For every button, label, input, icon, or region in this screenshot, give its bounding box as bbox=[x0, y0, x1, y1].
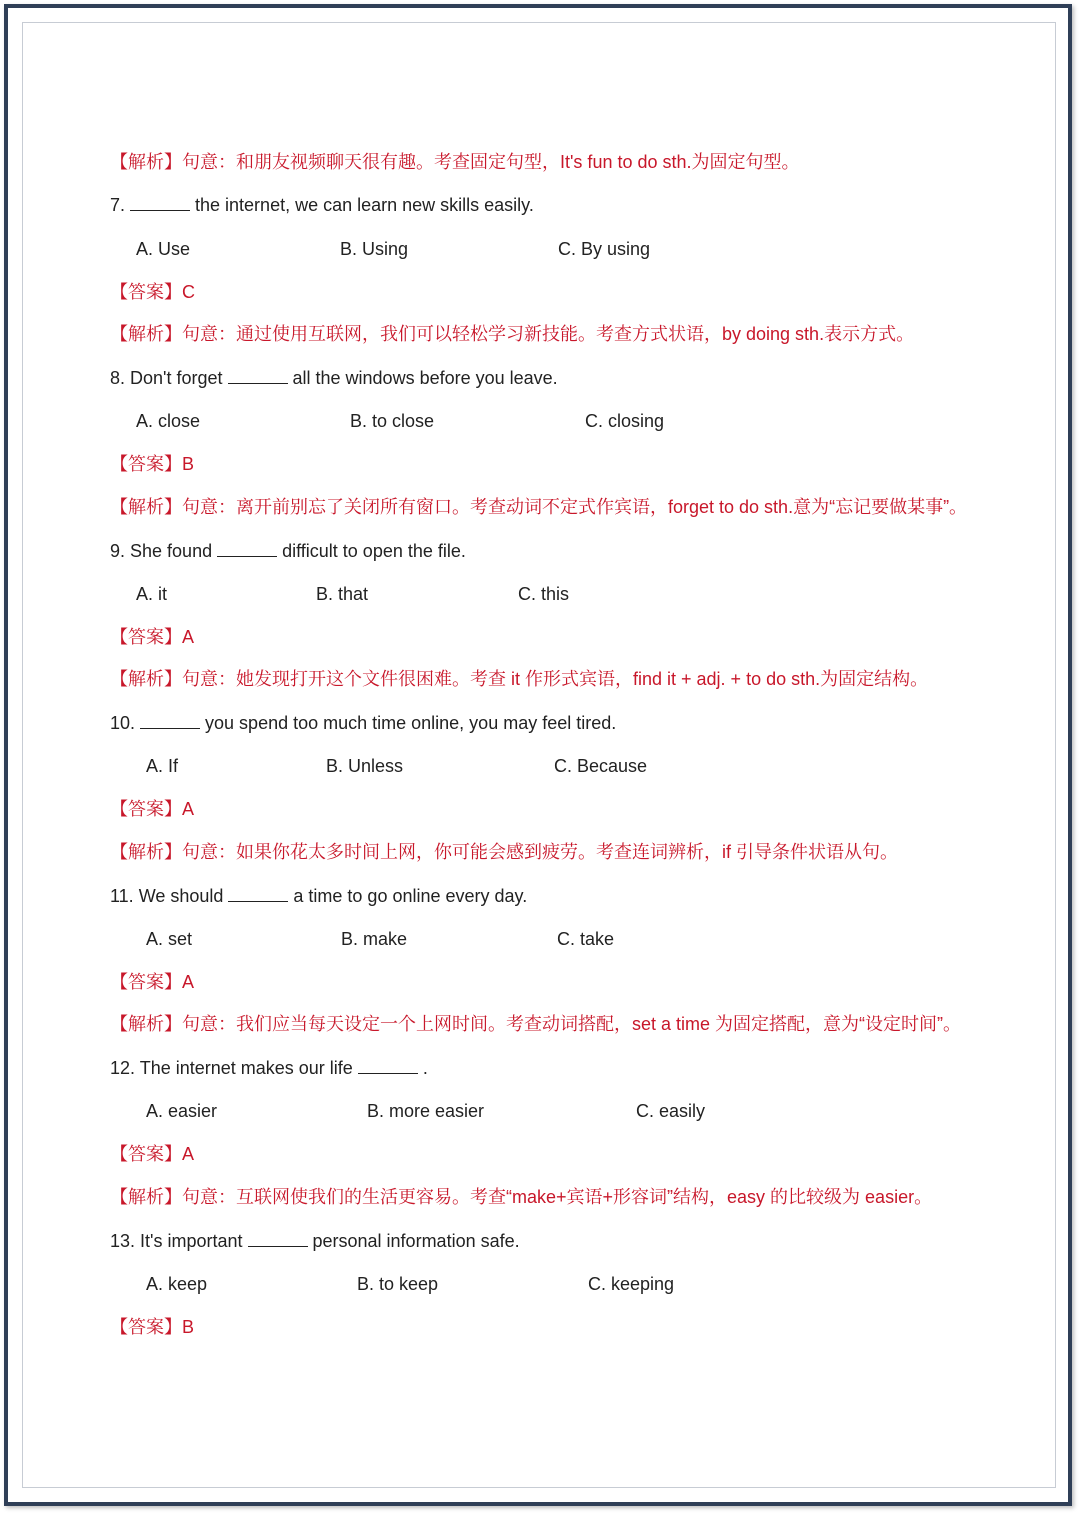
q10-option-a: A. If bbox=[146, 756, 179, 776]
question-9-prefix: 9. She found bbox=[110, 541, 213, 561]
analysis-q9: 【解析】句意：她发现打开这个文件很困难。考查 it 作形式宾语，find it + adj. + to do sth.为固定结构。 bbox=[110, 669, 929, 689]
question-8 bbox=[110, 366, 558, 390]
q10-option-c: C. Because bbox=[554, 756, 648, 776]
q7-option-c: C. By using bbox=[558, 239, 651, 259]
q7-option-a: A. Use bbox=[136, 239, 191, 259]
question-13-text: personal information safe. bbox=[312, 1231, 520, 1251]
answer-q13: 【答案】B bbox=[110, 1317, 195, 1337]
analysis-q11: 【解析】句意：我们应当每天设定一个上网时间。考查动词搭配，set a time 为固定搭配，意为“设定时间”。 bbox=[110, 1014, 962, 1034]
q10-option-b: B. Unless bbox=[326, 756, 404, 776]
question-9-text: difficult to open the file. bbox=[282, 541, 466, 561]
question-8-prefix: 8. Don't forget bbox=[110, 368, 223, 388]
analysis-q6: 【解析】句意：和朋友视频聊天很有趣。考查固定句型，It's fun to do sth.为固定句型。 bbox=[110, 152, 800, 172]
q7-option-b: B. Using bbox=[340, 239, 409, 259]
q11-option-b: B. make bbox=[341, 929, 408, 949]
question-7 bbox=[110, 193, 534, 217]
question-8-text: all the windows before you leave. bbox=[292, 368, 558, 388]
q11-option-c: C. take bbox=[557, 929, 615, 949]
q13-option-a: A. keep bbox=[146, 1274, 208, 1294]
answer-q7: 【答案】C bbox=[110, 282, 195, 302]
question-11-prefix: 11. We should bbox=[110, 886, 224, 906]
question-9 bbox=[110, 539, 466, 563]
question-9-blank bbox=[217, 540, 277, 557]
q12-option-a: A. easier bbox=[146, 1101, 218, 1121]
q13-option-b: B. to keep bbox=[357, 1274, 439, 1294]
question-12-blank bbox=[358, 1057, 418, 1074]
q9-option-a: A. it bbox=[136, 584, 168, 604]
question-13 bbox=[110, 1229, 520, 1253]
question-10 bbox=[110, 711, 616, 735]
q12-option-b: B. more easier bbox=[367, 1101, 485, 1121]
question-10-prefix: 10. bbox=[110, 713, 136, 733]
q8-option-a: A. close bbox=[136, 411, 201, 431]
question-7-prefix: 7. bbox=[110, 195, 126, 215]
q9-option-b: B. that bbox=[316, 584, 369, 604]
question-8-blank bbox=[228, 367, 288, 384]
analysis-q7: 【解析】句意：通过使用互联网，我们可以轻松学习新技能。考查方式状语，by doing sth.表示方式。 bbox=[110, 324, 915, 344]
q8-option-b: B. to close bbox=[350, 411, 435, 431]
question-12-prefix: 12. The internet makes our life bbox=[110, 1058, 353, 1078]
answer-q12: 【答案】A bbox=[110, 1144, 195, 1164]
question-11-blank bbox=[228, 885, 288, 902]
q12-option-c: C. easily bbox=[636, 1101, 706, 1121]
q8-option-c: C. closing bbox=[585, 411, 665, 431]
question-10-text: you spend too much time online, you may feel tired. bbox=[205, 713, 617, 733]
question-13-blank bbox=[248, 1230, 308, 1247]
question-7-blank bbox=[130, 194, 190, 211]
answer-q9: 【答案】A bbox=[110, 627, 195, 647]
question-11 bbox=[110, 884, 527, 908]
q9-option-c: C. this bbox=[518, 584, 570, 604]
analysis-q12: 【解析】句意：互联网使我们的生活更容易。考查“make+宾语+形容词”结构，easy 的比较级为 easier。 bbox=[110, 1187, 933, 1207]
answer-q8: 【答案】B bbox=[110, 454, 195, 474]
question-7-text: the internet, we can learn new skills easily. bbox=[195, 195, 534, 215]
answer-q11: 【答案】A bbox=[110, 972, 195, 992]
question-11-text: a time to go online every day. bbox=[293, 886, 528, 906]
question-10-blank bbox=[140, 712, 200, 729]
q11-option-a: A. set bbox=[146, 929, 193, 949]
question-13-prefix: 13. It's important bbox=[110, 1231, 243, 1251]
q13-option-c: C. keeping bbox=[588, 1274, 675, 1294]
answer-q10: 【答案】A bbox=[110, 799, 195, 819]
question-12 bbox=[110, 1056, 428, 1080]
analysis-q8: 【解析】句意：离开前别忘了关闭所有窗口。考查动词不定式作宾语，forget to do sth.意为“忘记要做某事”。 bbox=[110, 497, 968, 517]
question-12-text: . bbox=[422, 1058, 428, 1078]
analysis-q10: 【解析】句意：如果你花太多时间上网，你可能会感到疲劳。考查连词辨析，if 引导条件状语从句。 bbox=[110, 842, 898, 862]
